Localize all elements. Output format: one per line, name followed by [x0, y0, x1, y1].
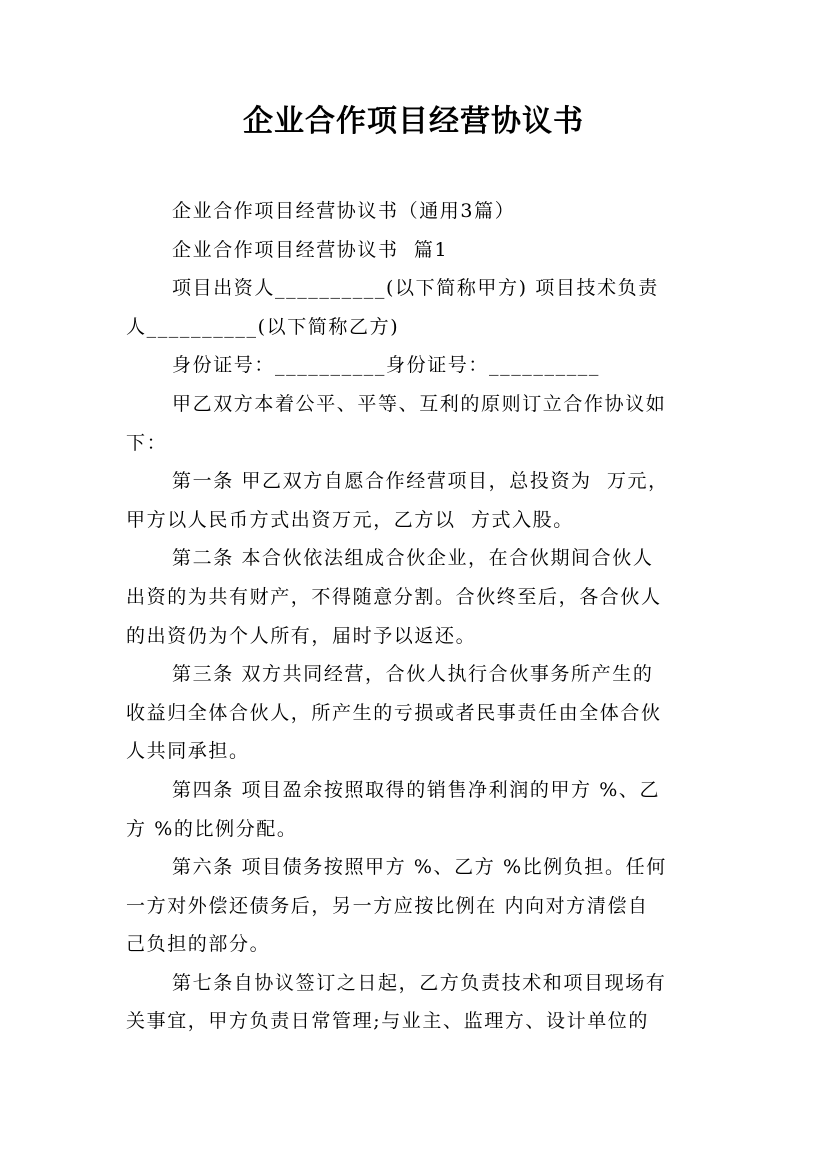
- article-1-cont: [126, 501, 708, 540]
- article-6-line-1: 第六条 项目债务按照甲方 %、乙方 %比例负担。任何: [172, 856, 667, 879]
- article-7-line-2: 关事宜，甲方负责日常管理;与业主、监理方、设计单位的: [126, 1010, 650, 1033]
- intro-paragraph: [126, 385, 708, 424]
- article-2-line-3: 的出资仍为个人所有，届时予以返还。: [126, 624, 477, 647]
- article-2-cont: [126, 578, 708, 655]
- subtitle: [126, 192, 708, 231]
- article-3: [126, 655, 708, 694]
- article-1: [126, 462, 708, 501]
- subtitle-text: 企业合作项目经营协议书（通用3篇）: [172, 200, 516, 222]
- article-2: [126, 539, 708, 578]
- article-4: [126, 771, 708, 810]
- article-7-cont: [126, 1002, 708, 1041]
- article-2-line-2: 出资的为共有财产，不得随意分割。合伙终至后，各合伙人: [126, 585, 662, 608]
- party-paragraph-cont: [126, 308, 708, 347]
- party-line-1: 项目出资人__________(以下简称甲方) 项目技术负责: [172, 277, 659, 300]
- article-6-line-3: 己负担的部分。: [126, 933, 271, 956]
- article-3-line-3: 人共同承担。: [126, 740, 250, 763]
- article-6-line-2: 一方对外偿还债务后，另一方应按比例在 内向对方清偿自: [126, 894, 649, 917]
- article-4-line-2: 方 %的比例分配。: [126, 817, 298, 840]
- intro-paragraph-cont: [126, 424, 708, 463]
- article-6: [126, 848, 708, 887]
- section-heading-text: 企业合作项目经营协议书 篇1: [172, 238, 449, 261]
- article-4-line-1: 第四条 项目盈余按照取得的销售净利润的甲方 %、乙: [172, 778, 661, 801]
- intro-line-1: 甲乙双方本着公平、平等、互利的原则订立合作协议如: [172, 392, 667, 415]
- article-3-cont: [126, 694, 708, 771]
- id-paragraph: [126, 346, 708, 385]
- id-line: 身份证号：__________身份证号：__________: [172, 354, 601, 377]
- party-paragraph: [126, 269, 708, 308]
- article-3-line-2: 收益归全体合伙人，所产生的亏损或者民事责任由全体合伙: [126, 701, 662, 724]
- article-6-cont: [126, 887, 708, 964]
- article-7-line-1: 第七条自协议签订之日起，乙方负责技术和项目现场有: [172, 971, 667, 994]
- article-2-line-1: 第二条 本合伙依法组成合伙企业，在合伙期间合伙人: [172, 547, 654, 570]
- article-7: [126, 964, 708, 1003]
- document-body: [126, 192, 708, 1041]
- document-title: 企业合作项目经营协议书: [243, 104, 584, 139]
- intro-line-2: 下：: [126, 431, 168, 454]
- section-heading: [126, 231, 708, 270]
- article-4-cont: [126, 810, 708, 849]
- party-line-2: 人__________(以下简称乙方): [126, 315, 400, 338]
- article-1-line-1: 第一条 甲乙双方自愿合作经营项目，总投资为 万元，: [172, 470, 669, 493]
- article-1-line-2: 甲方以人民币方式出资万元，乙方以 方式入股。: [126, 508, 574, 531]
- article-3-line-1: 第三条 双方共同经营，合伙人执行合伙事务所产生的: [172, 663, 654, 686]
